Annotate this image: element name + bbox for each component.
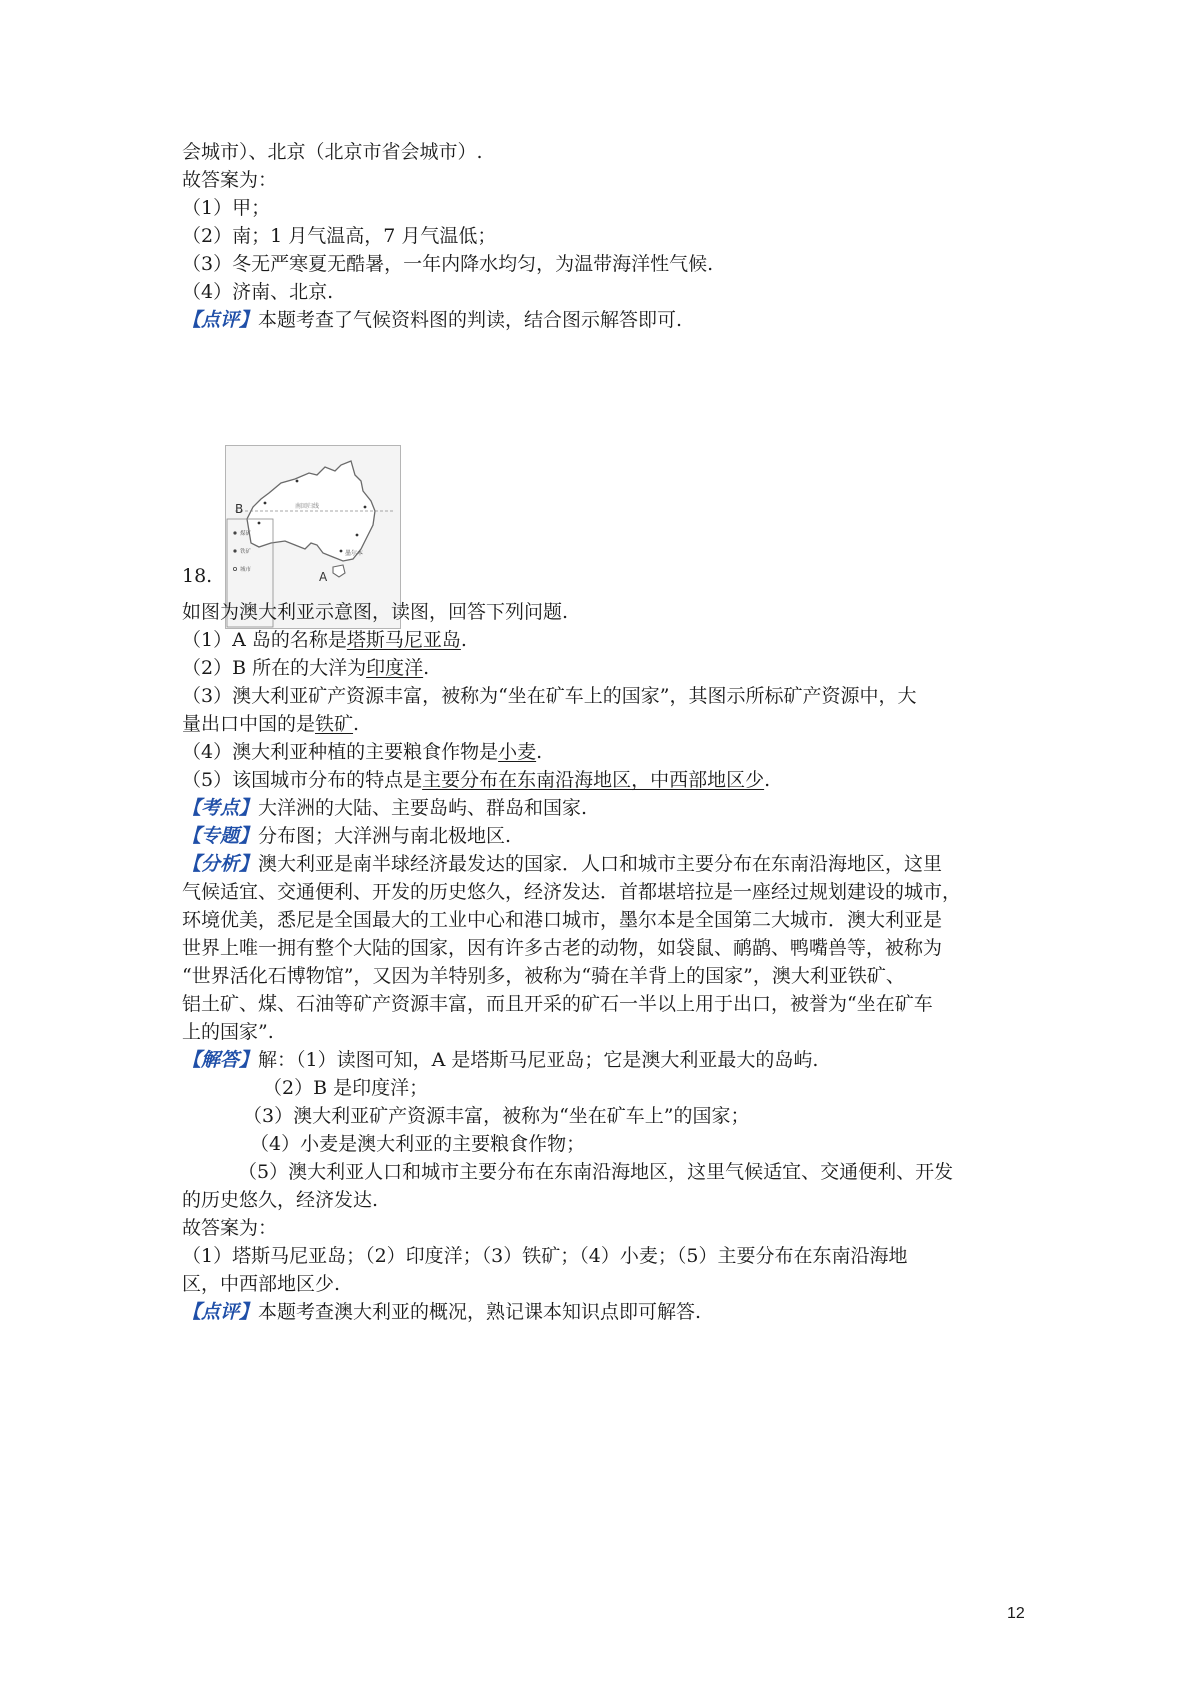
kaodian-tag: 【考点】: [182, 797, 259, 819]
kaodian-text: 大洋洲的大陆、主要岛屿、群岛和国家.: [258, 797, 588, 819]
legend-coal: 煤矿: [240, 531, 252, 537]
jieda-answer-line: 区，中西部地区少.: [182, 1273, 341, 1295]
iron-marker: [233, 549, 236, 552]
review-text: 本题考查了气候资料图的判读，结合图示解答即可.: [258, 309, 683, 331]
question-3-line2: [182, 710, 359, 738]
review-line: [182, 306, 682, 334]
jieda-answer-intro: 故答案为：: [182, 1217, 278, 1239]
coal-marker: [233, 531, 236, 534]
map-dot: [264, 502, 267, 505]
q3-period: .: [353, 713, 360, 735]
label-a: A: [319, 570, 328, 584]
question-1: [182, 626, 467, 654]
q5-text: （5）该国城市分布的特点是: [182, 769, 423, 791]
question-intro: 如图为澳大利亚示意图，读图，回答下列问题.: [182, 601, 569, 623]
city-label: 墨尔本: [345, 550, 364, 557]
answer-line: （1）甲；: [182, 197, 271, 219]
answer-line: （4）济南、北京.: [182, 281, 334, 303]
tropic-label: 南回归线: [295, 503, 320, 510]
jieda-line: （2）B 是印度洋；: [263, 1077, 429, 1099]
label-b: B: [235, 502, 244, 516]
dianping-line: [182, 1298, 701, 1326]
fenxi-line: 世界上唯一拥有整个大陆的国家，因有许多古老的动物，如袋鼠、鸸鹋、鸭嘴兽等，被称为: [182, 937, 943, 959]
fenxi-line: [182, 850, 942, 878]
question-2: [182, 654, 429, 682]
fenxi-line: 铝土矿、煤、石油等矿产资源丰富，而且开采的矿石一半以上用于出口，被誉为“坐在矿车: [182, 993, 933, 1015]
map-dot: [340, 550, 343, 553]
q4-answer: 小麦: [498, 741, 537, 763]
jieda-line: （4）小麦是澳大利亚的主要粮食作物；: [250, 1133, 586, 1155]
jieda-text: 解：（1）读图可知，A 是塔斯马尼亚岛；它是澳大利亚最大的岛屿.: [258, 1049, 819, 1071]
answer-line: （2）南；1 月气温高，7 月气温低；: [182, 225, 497, 247]
fenxi-tag: 【分析】: [182, 853, 259, 875]
map-dot: [364, 506, 367, 509]
q2-answer: 印度洋: [366, 657, 424, 679]
answer-intro: 故答案为：: [182, 169, 278, 191]
map-dot: [296, 480, 299, 483]
map-dot: [258, 522, 261, 525]
continuation-line: 会城市）、北京（北京市省会城市）.: [182, 141, 483, 163]
q1-answer: 塔斯马尼亚岛: [346, 629, 461, 651]
question-number: 18.: [182, 565, 213, 587]
map-dot: [356, 534, 359, 537]
q4-period: .: [536, 741, 543, 763]
q4-text: （4）澳大利亚种植的主要粮食作物是: [182, 741, 499, 763]
jieda-answer-line: （1）塔斯马尼亚岛；（2）印度洋；（3）铁矿；（4）小麦；（5）主要分布在东南沿海地: [182, 1245, 908, 1267]
dianping-tag: 【点评】: [182, 1301, 259, 1323]
q1-period: .: [460, 629, 467, 651]
answer-line: （3）冬无严寒夏无酷暑，一年内降水均匀，为温带海洋性气候.: [182, 253, 714, 275]
jieda-line: （3）澳大利亚矿产资源丰富，被称为“坐在矿车上”的国家；: [243, 1105, 750, 1127]
zhuanti-line: [182, 822, 511, 850]
zhuanti-text: 分布图；大洋洲与南北极地区.: [258, 825, 512, 847]
q2-period: .: [423, 657, 430, 679]
fenxi-text: 澳大利亚是南半球经济最发达的国家．人口和城市主要分布在东南沿海地区，这里: [258, 853, 943, 875]
legend-city: 城市: [240, 567, 252, 573]
question-3-line1: （3）澳大利亚矿产资源丰富，被称为“坐在矿车上的国家”，其图示所标矿产资源中，大: [182, 685, 917, 707]
jieda-line: [182, 1046, 818, 1074]
page-number: 12: [1007, 1605, 1025, 1622]
jieda-line: （5）澳大利亚人口和城市主要分布在东南沿海地区，这里气候适宜、交通便利、开发: [238, 1161, 954, 1183]
fenxi-line: “世界活化石博物馆”，又因为羊特别多，被称为“骑在羊背上的国家”，澳大利亚铁矿、: [182, 965, 905, 987]
fenxi-line: 环境优美，悉尼是全国最大的工业中心和港口城市，墨尔本是全国第二大城市．澳大利亚是: [182, 909, 943, 931]
q5-period: .: [764, 769, 771, 791]
jieda-line: 的历史悠久，经济发达.: [182, 1189, 379, 1211]
q3-text: 量出口中国的是: [182, 713, 316, 735]
zhuanti-tag: 【专题】: [182, 825, 259, 847]
review-tag: 【点评】: [182, 309, 259, 331]
q1-text: （1）A 岛的名称是: [182, 629, 347, 651]
dianping-text: 本题考查澳大利亚的概况，熟记课本知识点即可解答.: [258, 1301, 702, 1323]
kaodian-line: [182, 794, 587, 822]
question-4: [182, 738, 542, 766]
legend-iron: 铁矿: [240, 549, 252, 555]
q2-text: （2）B 所在的大洋为: [182, 657, 367, 679]
q5-answer: 主要分布在东南沿海地区，中西部地区少: [422, 769, 765, 791]
question-5: [182, 766, 770, 794]
q3-answer: 铁矿: [315, 713, 354, 735]
jieda-tag: 【解答】: [182, 1049, 259, 1071]
fenxi-line: 气候适宜、交通便利、开发的历史悠久，经济发达．首都堪培拉是一座经过规划建设的城市，: [182, 881, 962, 903]
fenxi-line: 上的国家”.: [182, 1021, 274, 1043]
